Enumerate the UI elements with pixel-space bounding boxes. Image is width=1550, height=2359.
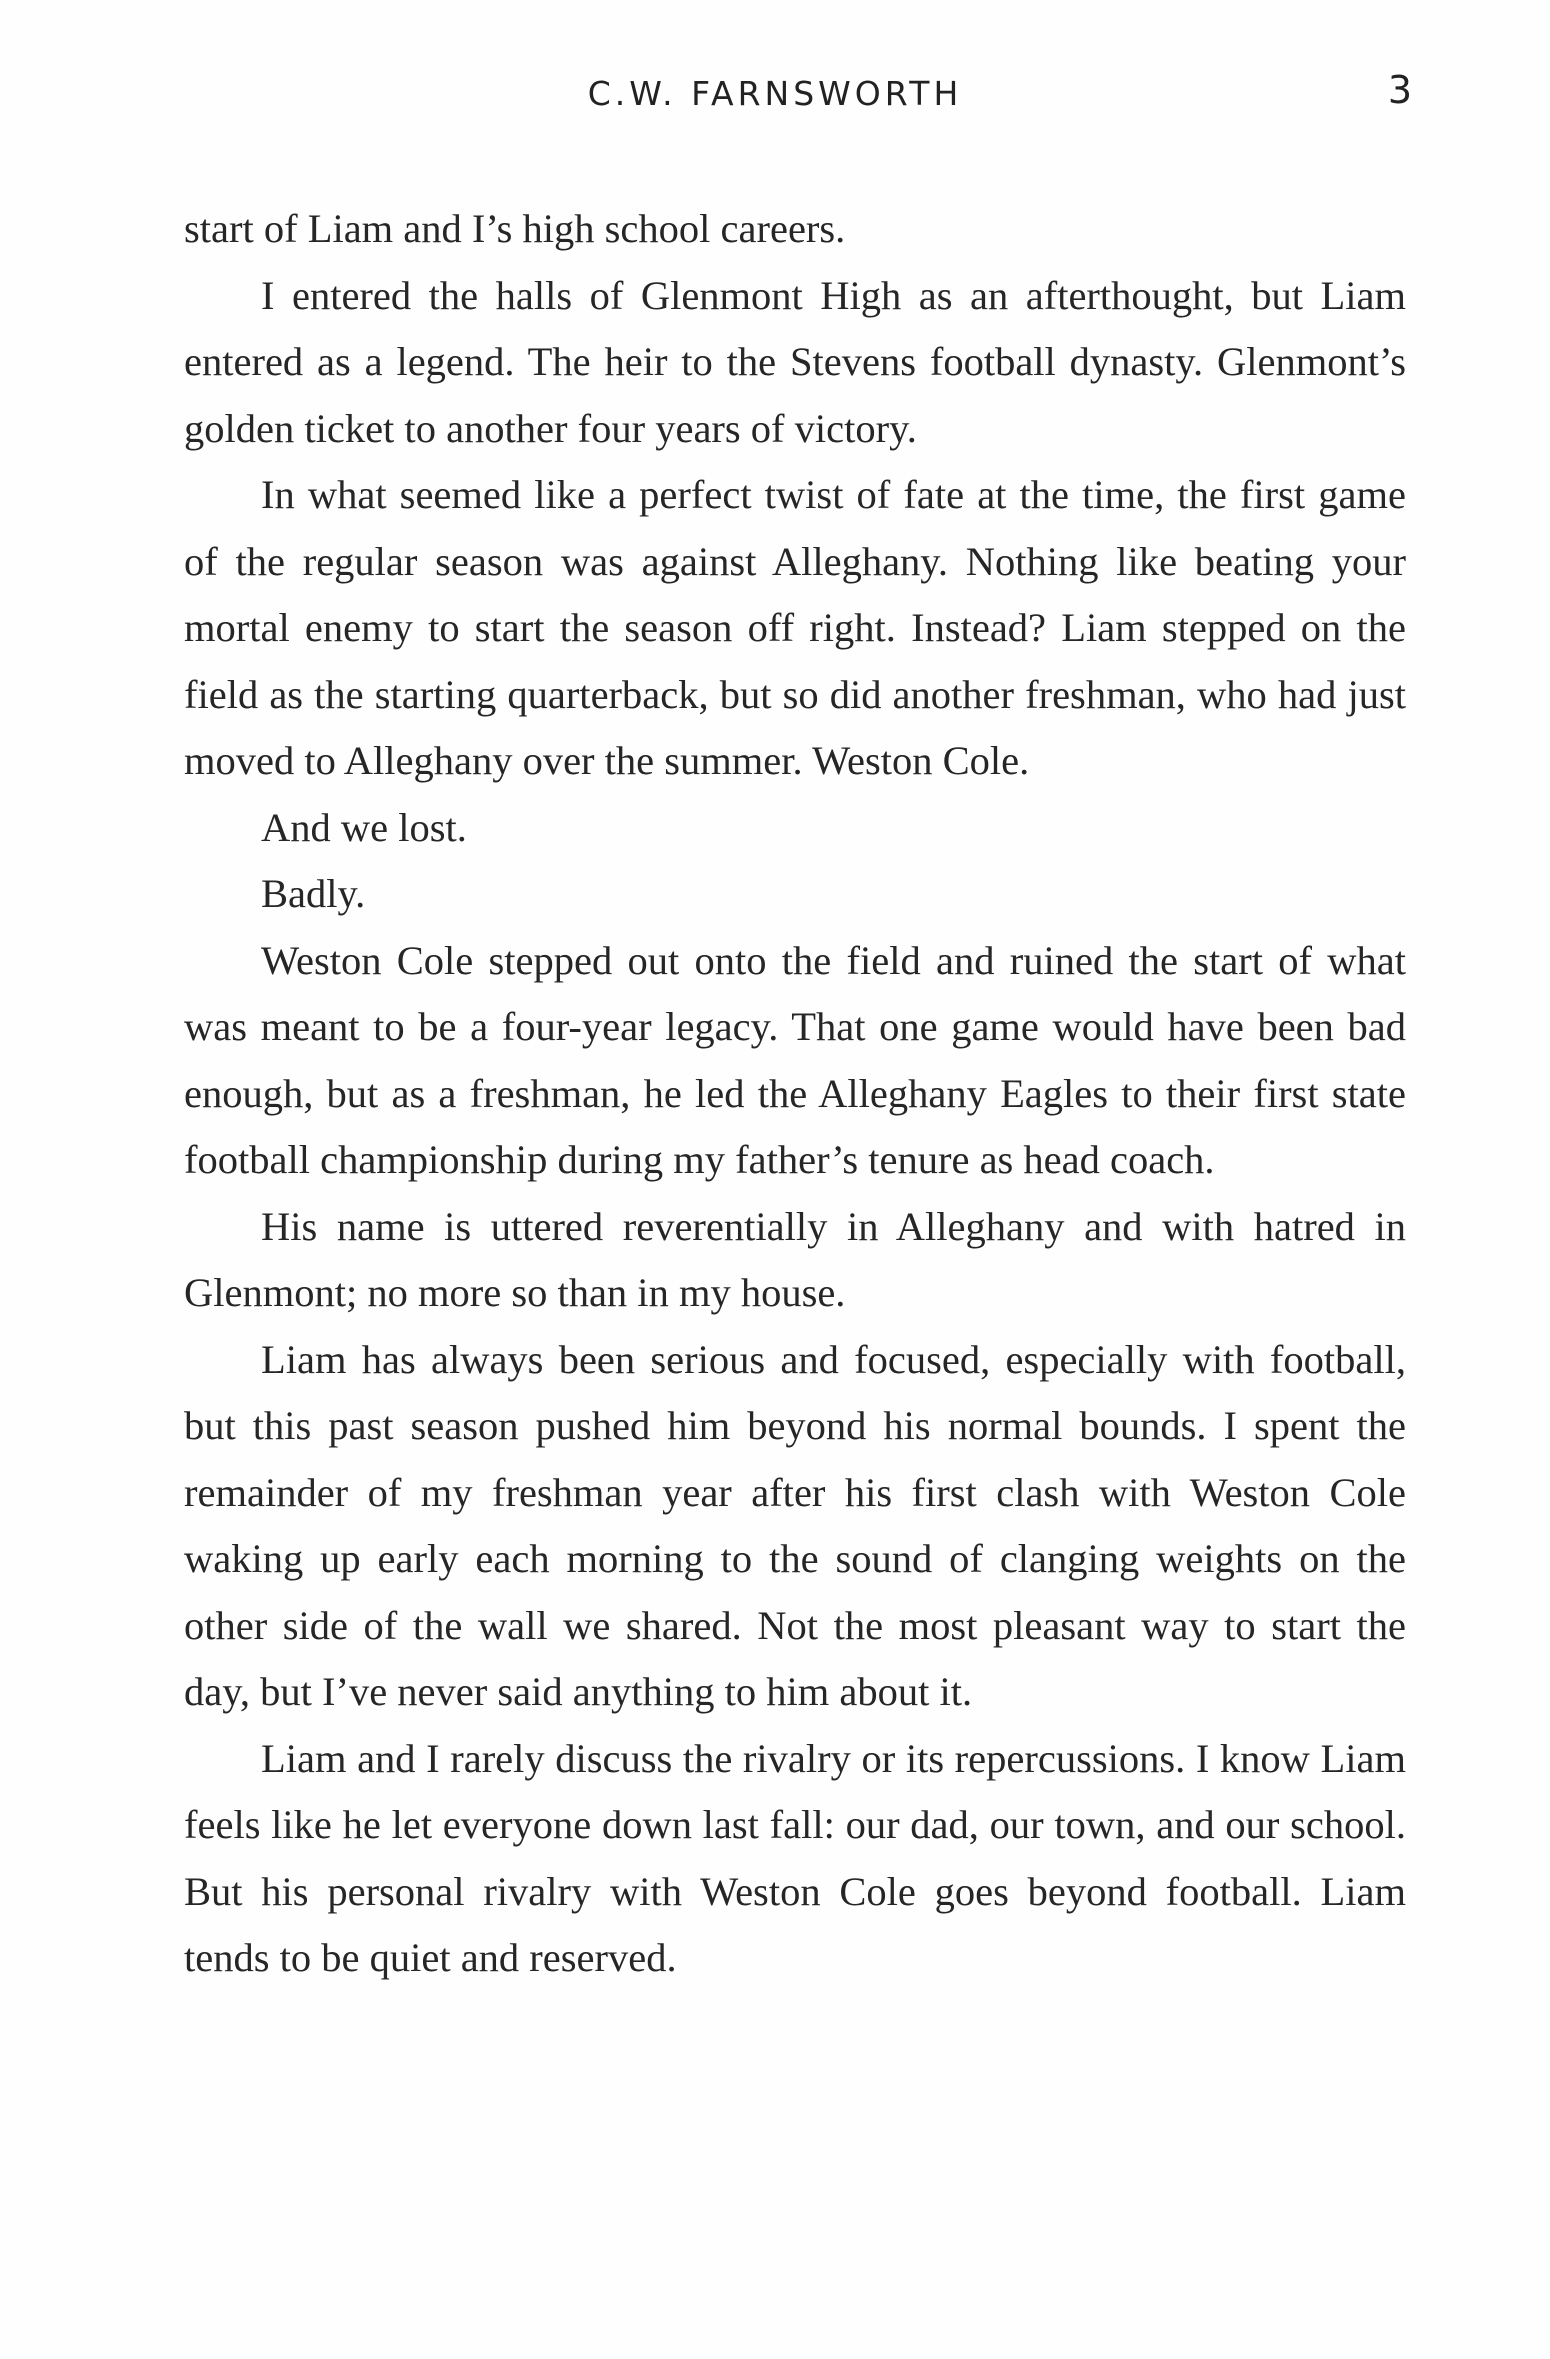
paragraph: Weston Cole stepped out onto the field and ruined the start of what was meant to be a four-year legacy. That one game would have been bad enough, but as a freshman, he led the Alleghany Eagles to their first state football championship during my father’s tenure as head coach.	[184, 937, 1406, 1182]
paragraph: I entered the halls of Glenmont High as an afterthought, but Liam entered as a legend. The heir to the Stevens football dynasty. Glenmont’s golden ticket to another four years of victory.	[184, 272, 1406, 451]
paragraph: Liam has always been serious and focused, especially with football, but this past season pushed him beyond his normal bounds. I spent the remainder of my freshman year after his first clash with Weston Cole waking up early each morning to the sound of clanging weights on the other side of the wall we shared. Not the most pleasant way to start the day, but I’ve never said anything to him about it.	[184, 1336, 1406, 1714]
paragraph: In what seemed like a perfect twist of fate at the time, the first game of the regular season was against Alleghany. Nothing like beating your mortal enemy to start the season off right. Instead? Liam stepped on the field as the starting quarterback, but so did another freshman, who had just moved to Alleghany over the summer. Weston Cole.	[184, 472, 1406, 783]
paragraph: His name is uttered reverentially in Alleghany and with hatred in Glenmont; no more so than in my house.	[184, 1203, 1406, 1315]
paragraph: start of Liam and I’s high school careers.	[184, 206, 846, 251]
paragraph: Badly.	[261, 871, 366, 916]
paragraph: And we lost.	[261, 804, 467, 850]
page-number: 3	[1387, 68, 1412, 112]
paragraph: Liam and I rarely discuss the rivalry or its repercussions. I know Liam feels like he let everyone down last fall: our dad, our town, and our school. But his personal rivalry with Weston Cole goes beyond football. Liam tends to be quiet and reserved.	[184, 1735, 1406, 1980]
running-head: C.W. FARNSWORTH	[587, 74, 963, 113]
body-text	[184, 196, 1406, 1992]
